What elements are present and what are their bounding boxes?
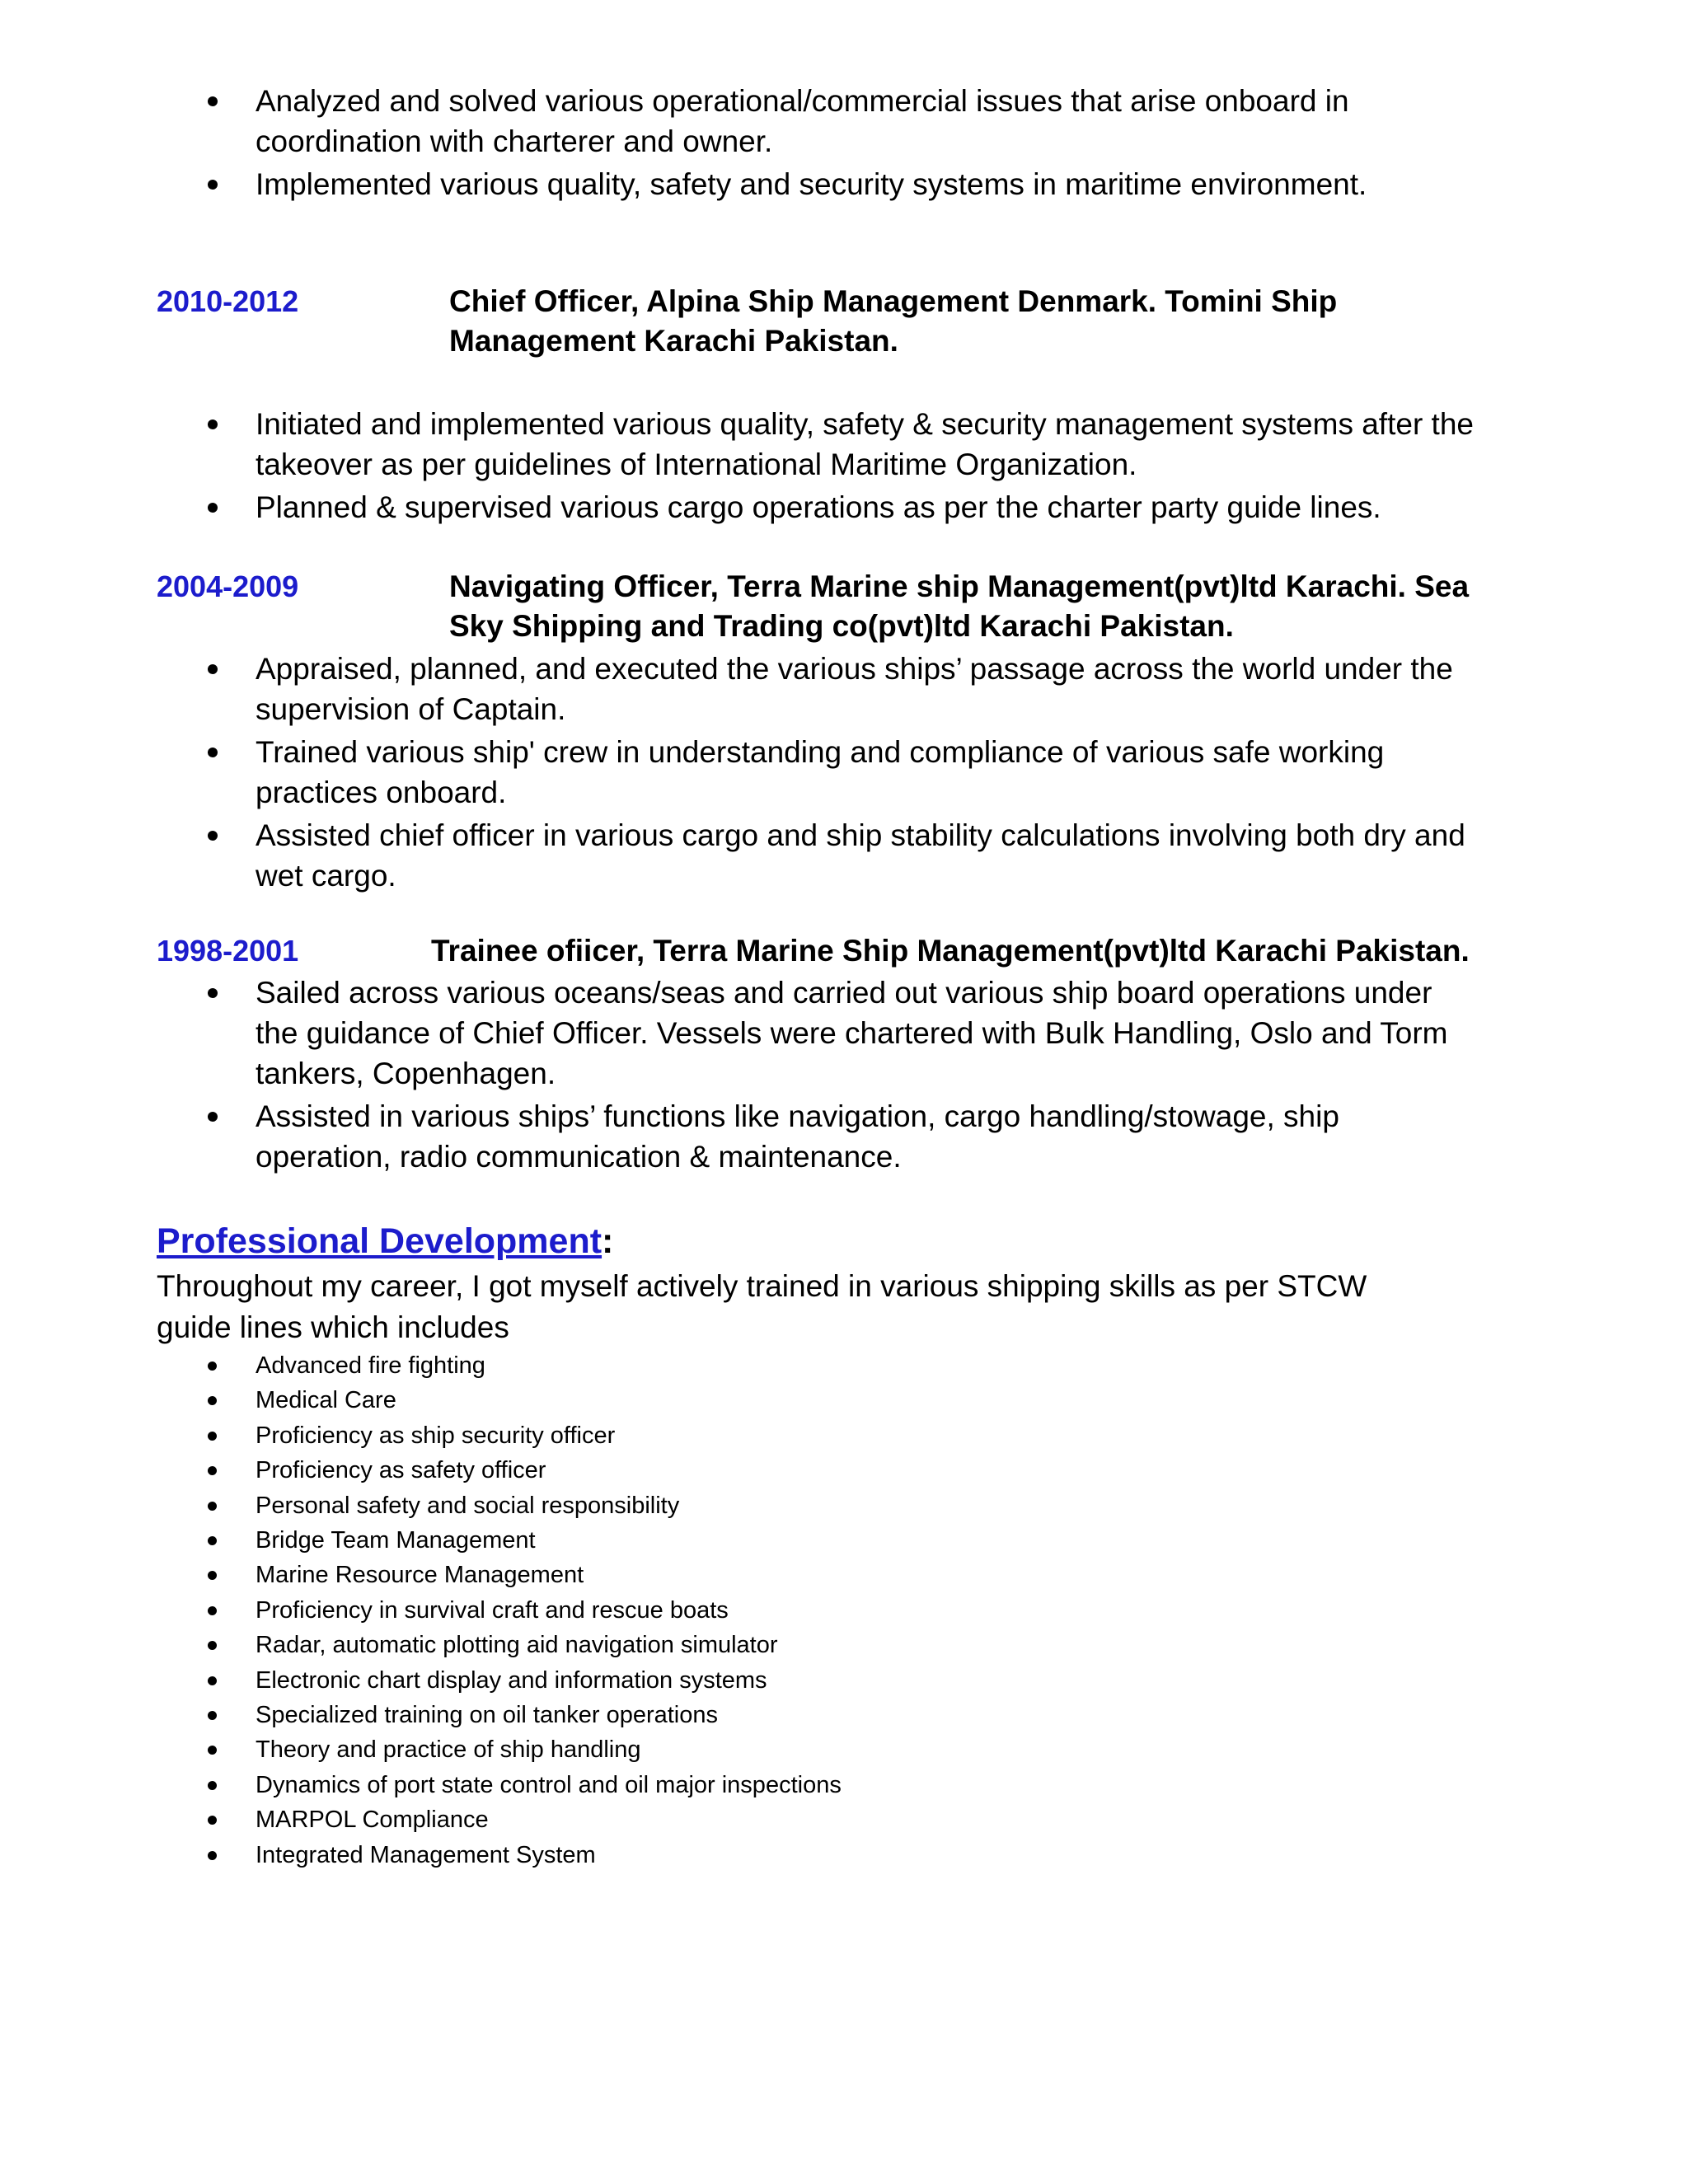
- training-list: [204, 1348, 1474, 1872]
- training-item: Medical Care: [256, 1387, 396, 1414]
- list-item: [204, 1628, 1474, 1662]
- bullet-icon: [208, 1536, 217, 1545]
- bullet-icon: [208, 1781, 217, 1790]
- intro-bullet-list: [204, 81, 1474, 207]
- experience-role: Trainee ofiicer, Terra Marine Ship Management(pvt)ltd Karachi Pakistan.: [431, 934, 1470, 968]
- bullet-icon: [208, 1432, 217, 1441]
- training-item: Electronic chart display and information systems: [256, 1666, 767, 1694]
- list-item: [204, 1698, 1474, 1732]
- list-item: [204, 972, 1474, 1094]
- bullet-icon: [208, 1676, 217, 1685]
- list-item: [204, 1348, 1474, 1383]
- training-item: Proficiency as ship security officer: [256, 1422, 616, 1449]
- bullet-icon: [208, 1606, 217, 1615]
- training-item: Bridge Team Management: [256, 1527, 536, 1554]
- training-item: Advanced fire fighting: [256, 1352, 485, 1379]
- bullet-icon: [208, 831, 218, 841]
- bullet-icon: [208, 1851, 217, 1860]
- bullet-text: Planned & supervised various cargo operations as per the charter party guide lines.: [256, 490, 1381, 524]
- section-heading: [157, 1218, 613, 1264]
- experience-role: Chief Officer, Alpina Ship Management Denmark. Tomini Ship Management Karachi Pakistan.: [449, 284, 1338, 358]
- training-item: Integrated Management System: [256, 1841, 596, 1868]
- list-item: [204, 81, 1474, 162]
- bullet-icon: [208, 419, 218, 429]
- bullet-icon: [208, 180, 218, 190]
- bullet-icon: [208, 1502, 217, 1511]
- training-item: MARPOL Compliance: [256, 1807, 489, 1834]
- bullet-icon: [208, 1466, 217, 1475]
- training-item: Personal safety and social responsibility: [256, 1492, 680, 1519]
- training-item: Radar, automatic plotting aid navigation simulator: [256, 1632, 778, 1659]
- list-item: [204, 1663, 1474, 1698]
- list-item: [204, 1418, 1474, 1453]
- experience-bullet-list: [204, 972, 1474, 1179]
- bullet-text: Implemented various quality, safety and security systems in maritime environment.: [256, 167, 1367, 201]
- training-item: Specialized training on oil tanker operations: [256, 1702, 719, 1729]
- bullet-icon: [208, 664, 218, 674]
- professional-development-link[interactable]: Professional Development: [157, 1221, 603, 1261]
- bullet-icon: [208, 1816, 217, 1825]
- bullet-icon: [208, 1746, 217, 1755]
- bullet-text: Appraised, planned, and executed the various ships’ passage across the world under the supervision of Captain.: [256, 652, 1453, 726]
- bullet-icon: [208, 1396, 217, 1405]
- section-intro: Throughout my career, I got myself actively trained in various shipping skills as per STCW guide lines which includes: [157, 1269, 1367, 1344]
- bullet-text: Sailed across various oceans/seas and carried out various ship board operations under the guidance of Chief Officer. Vessels were chartered with Bulk Handling, Oslo and Torm tankers, Copenhagen.: [256, 976, 1448, 1090]
- list-item: [204, 164, 1474, 204]
- bullet-icon: [208, 1641, 217, 1650]
- bullet-text: Analyzed and solved various operational/commercial issues that arise onboard in coordination with charterer and owner.: [256, 84, 1349, 158]
- list-item: [204, 1523, 1474, 1558]
- list-item: [204, 649, 1474, 729]
- list-item: [204, 1453, 1474, 1488]
- bullet-icon: [208, 96, 218, 106]
- list-item: [204, 1488, 1474, 1523]
- bullet-icon: [208, 1571, 217, 1580]
- list-item: [204, 732, 1474, 813]
- training-item: Theory and practice of ship handling: [256, 1736, 641, 1764]
- list-item: [204, 1593, 1474, 1628]
- list-item: [204, 404, 1474, 485]
- bullet-text: Trained various ship' crew in understanding and compliance of various safe working practices onboard.: [256, 735, 1385, 809]
- training-item: Proficiency as safety officer: [256, 1457, 546, 1484]
- experience-years: 2004-2009: [157, 569, 299, 603]
- experience-bullet-list: [204, 404, 1474, 530]
- experience-bullet-list: [204, 649, 1474, 898]
- experience-role: Navigating Officer, Terra Marine ship Management(pvt)ltd Karachi. Sea Sky Shipping and Trading co(pvt)ltd Karachi Pakistan.: [449, 569, 1470, 643]
- bullet-text: Assisted in various ships’ functions like navigation, cargo handling/stowage, ship operation, radio communication & maintenance.: [256, 1099, 1339, 1174]
- bullet-text: Initiated and implemented various quality, safety & security management systems after the takeover as per guidelines of International Maritime Organization.: [256, 407, 1474, 481]
- list-item: [204, 1732, 1474, 1767]
- list-item: [204, 1558, 1474, 1592]
- list-item: [204, 1096, 1474, 1177]
- training-item: Marine Resource Management: [256, 1562, 584, 1589]
- bullet-icon: [208, 503, 218, 513]
- list-item: [204, 815, 1474, 896]
- bullet-icon: [208, 1711, 217, 1720]
- list-item: [204, 1768, 1474, 1802]
- bullet-icon: [208, 1112, 218, 1122]
- heading-suffix: :: [602, 1221, 614, 1261]
- bullet-icon: [208, 988, 218, 998]
- list-item: [204, 487, 1474, 527]
- experience-years: 2010-2012: [157, 284, 299, 318]
- list-item: [204, 1838, 1474, 1872]
- bullet-icon: [208, 1361, 217, 1371]
- training-item: Proficiency in survival craft and rescue boats: [256, 1596, 729, 1624]
- list-item: [204, 1383, 1474, 1418]
- training-item: Dynamics of port state control and oil major inspections: [256, 1771, 842, 1798]
- experience-years: 1998-2001: [157, 934, 299, 968]
- bullet-text: Assisted chief officer in various cargo and ship stability calculations involving both dry and wet cargo.: [256, 818, 1465, 893]
- bullet-icon: [208, 748, 218, 757]
- list-item: [204, 1802, 1474, 1837]
